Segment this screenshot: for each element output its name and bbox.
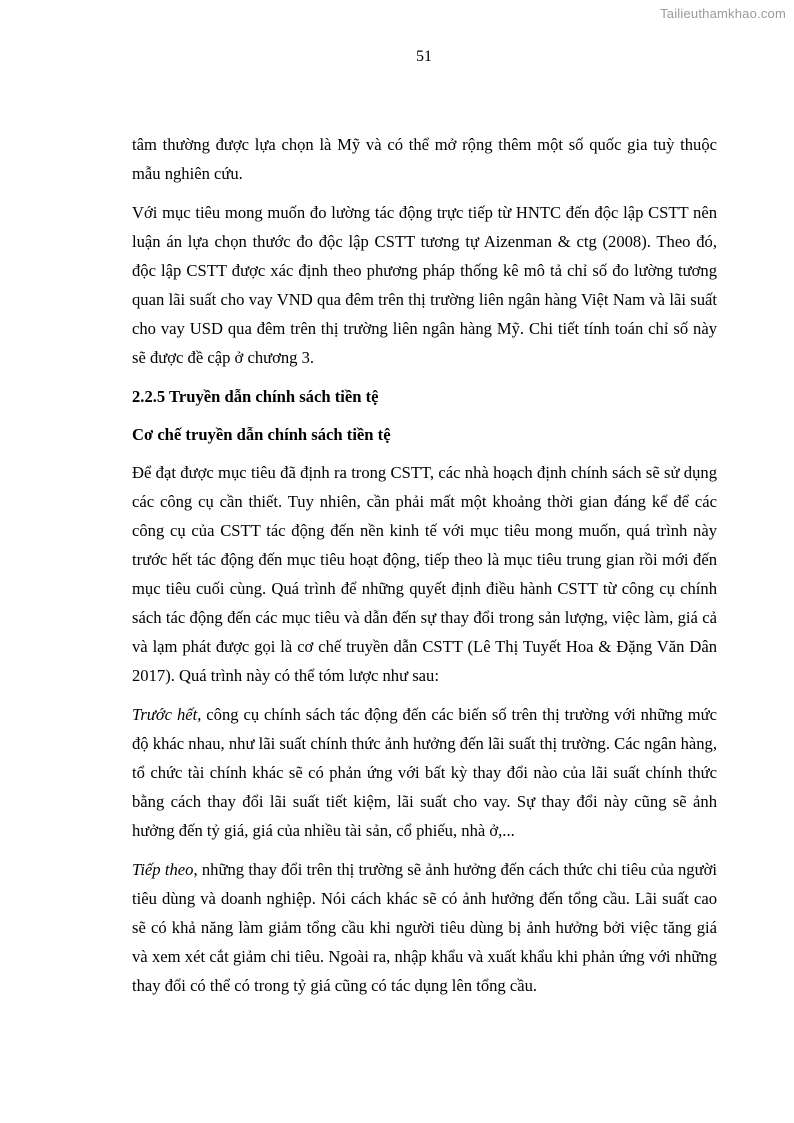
paragraph-next-lead: Tiếp theo <box>132 860 194 879</box>
paragraph-next-body: , những thay đổi trên thị trường sẽ ảnh hưởng đến cách thức chi tiêu của người tiêu dùng và doanh nghiệp. Nói cách khác sẽ có ảnh hưởng đến tổng cầu. Lãi suất cao sẽ có khả năng làm giảm tổng cầu khi người tiêu dùng bị ảnh hưởng bởi việc tăng giá và xem xét cắt giảm chi tiêu. Ngoài ra, nhập khẩu và xuất khẩu khi phản ứng với những thay đổi có thể có trong tỷ giá cũng có tác dụng lên tổng cầu. <box>132 860 717 995</box>
watermark: Tailieuthamkhao.com <box>660 6 786 21</box>
subsection-heading: Cơ chế truyền dẫn chính sách tiền tệ <box>132 425 391 444</box>
paragraph-first-lead: Trước hết <box>132 705 198 724</box>
document-body <box>132 130 717 1010</box>
paragraph-mechanism: Để đạt được mục tiêu đã định ra trong CSTT, các nhà hoạch định chính sách sẽ sử dụng các công cụ cần thiết. Tuy nhiên, cần phải mất một khoảng thời gian đáng kể để các công cụ của CSTT tác động đến nền kinh tế với mục tiêu mong muốn, quá trình này trước hết tác động đến mục tiêu hoạt động, tiếp theo là mục tiêu trung gian rồi mới đến mục tiêu cuối cùng. Quá trình để những quyết định điều hành CSTT từ công cụ chính sách tác động đến các mục tiêu và dẫn đến sự thay đổi trong sản lượng, việc làm, giá cả và lạm phát được gọi là cơ chế truyền dẫn CSTT (Lê Thị Tuyết Hoa & Đặng Văn Dân 2017). Quá trình này có thể tóm lược như sau: <box>132 463 717 685</box>
paragraph-first <box>132 700 717 845</box>
page-number: 51 <box>416 48 432 65</box>
paragraph-first-body: , công cụ chính sách tác động đến các biến số trên thị trường với những mức độ khác nhau, như lãi suất chính thức ảnh hưởng đến lãi suất thị trường. Các ngân hàng, tổ chức tài chính khác sẽ có phản ứng với bất kỳ thay đổi nào của lãi suất chính thức bằng cách thay đổi lãi suất tiết kiệm, lãi suất cho vay. Sự thay đổi này cũng sẽ ảnh hưởng đến tỷ giá, giá của nhiều tài sản, cổ phiếu, nhà ở,... <box>132 705 717 840</box>
paragraph-measure: Với mục tiêu mong muốn đo lường tác động trực tiếp từ HNTC đến độc lập CSTT nên luận án lựa chọn thước đo độc lập CSTT tương tự Aizenman & ctg (2008). Theo đó, độc lập CSTT được xác định theo phương pháp thống kê mô tả chỉ số đo lường tương quan lãi suất cho vay VND qua đêm trên thị trường liên ngân hàng Việt Nam và lãi suất cho vay USD qua đêm trên thị trường liên ngân hàng Mỹ. Chi tiết tính toán chỉ số này sẽ được đề cập ở chương 3. <box>132 203 717 367</box>
paragraph-next <box>132 855 717 1000</box>
paragraph-continuation: tâm thường được lựa chọn là Mỹ và có thể mở rộng thêm một số quốc gia tuỳ thuộc mẫu nghiên cứu. <box>132 135 717 183</box>
section-heading: 2.2.5 Truyền dẫn chính sách tiền tệ <box>132 387 379 406</box>
